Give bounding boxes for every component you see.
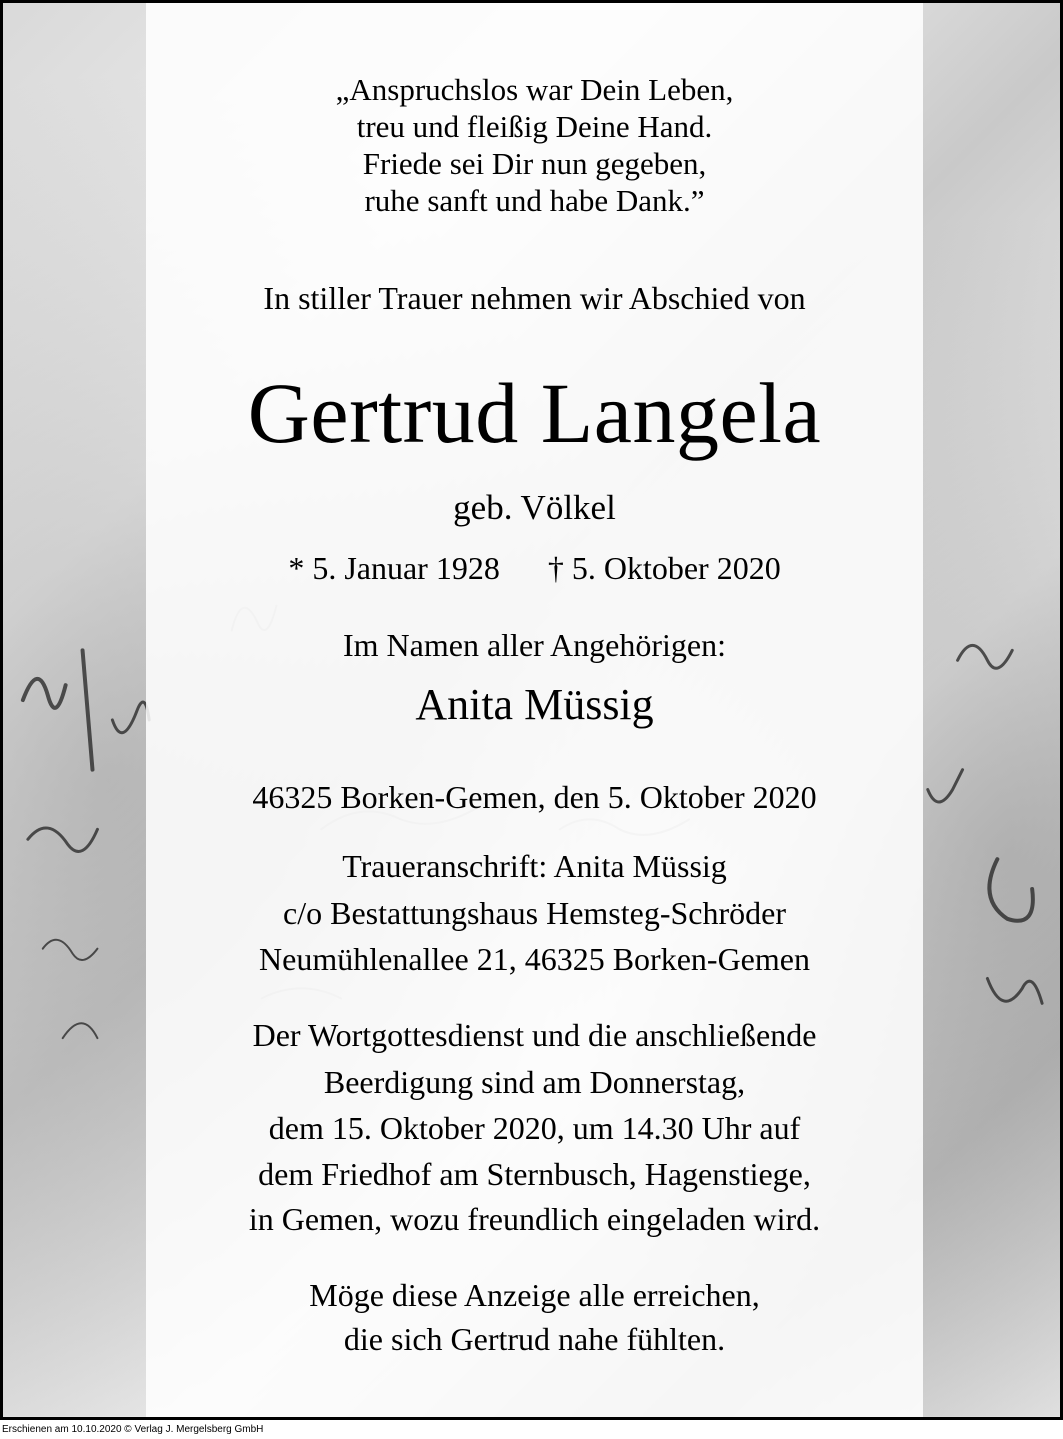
service-line: Der Wortgottesdienst und die anschließende	[252, 1017, 817, 1053]
life-dates	[146, 550, 923, 587]
closing-line: die sich Gertrud nahe fühlten.	[343, 1321, 726, 1357]
birth-date: * 5. Januar 1928	[288, 550, 500, 586]
quote-line: ruhe sanft und habe Dank.”	[364, 183, 705, 218]
address-line: Traueranschrift: Anita Müssig	[342, 848, 727, 884]
birth-name: geb. Völkel	[453, 488, 616, 527]
deceased-name: Gertrud Langela	[247, 365, 822, 461]
service-line: dem Friedhof am Sternbusch, Hagenstiege,	[258, 1156, 811, 1192]
quote-line: „Anspruchslos war Dein Leben,	[335, 72, 734, 107]
quote-line: Friede sei Dir nun gegeben,	[362, 146, 707, 181]
closing-line: Möge diese Anzeige alle erreichen,	[309, 1277, 760, 1313]
death-date: † 5. Oktober 2020	[547, 550, 781, 586]
publication-footer: Erschienen am 10.10.2020 © Verlag J. Mergelsberg GmbH	[2, 1424, 264, 1435]
address-line: Neumühlenallee 21, 46325 Borken-Gemen	[259, 941, 810, 977]
place-date: 46325 Borken-Gemen, den 5. Oktober 2020	[252, 779, 817, 815]
service-line: in Gemen, wozu freundlich eingeladen wird.	[248, 1201, 821, 1237]
service-line: Beerdigung sind am Donnerstag,	[323, 1064, 746, 1100]
intro-text: In stiller Trauer nehmen wir Abschied von	[263, 280, 806, 316]
service-line: dem 15. Oktober 2020, um 14.30 Uhr auf	[268, 1110, 801, 1146]
relatives-intro: Im Namen aller Angehörigen:	[343, 627, 726, 663]
address-line: c/o Bestattungshaus Hemsteg-Schröder	[283, 895, 786, 931]
quote-line: treu und fleißig Deine Hand.	[356, 109, 713, 144]
signer-name: Anita Müssig	[415, 680, 654, 729]
